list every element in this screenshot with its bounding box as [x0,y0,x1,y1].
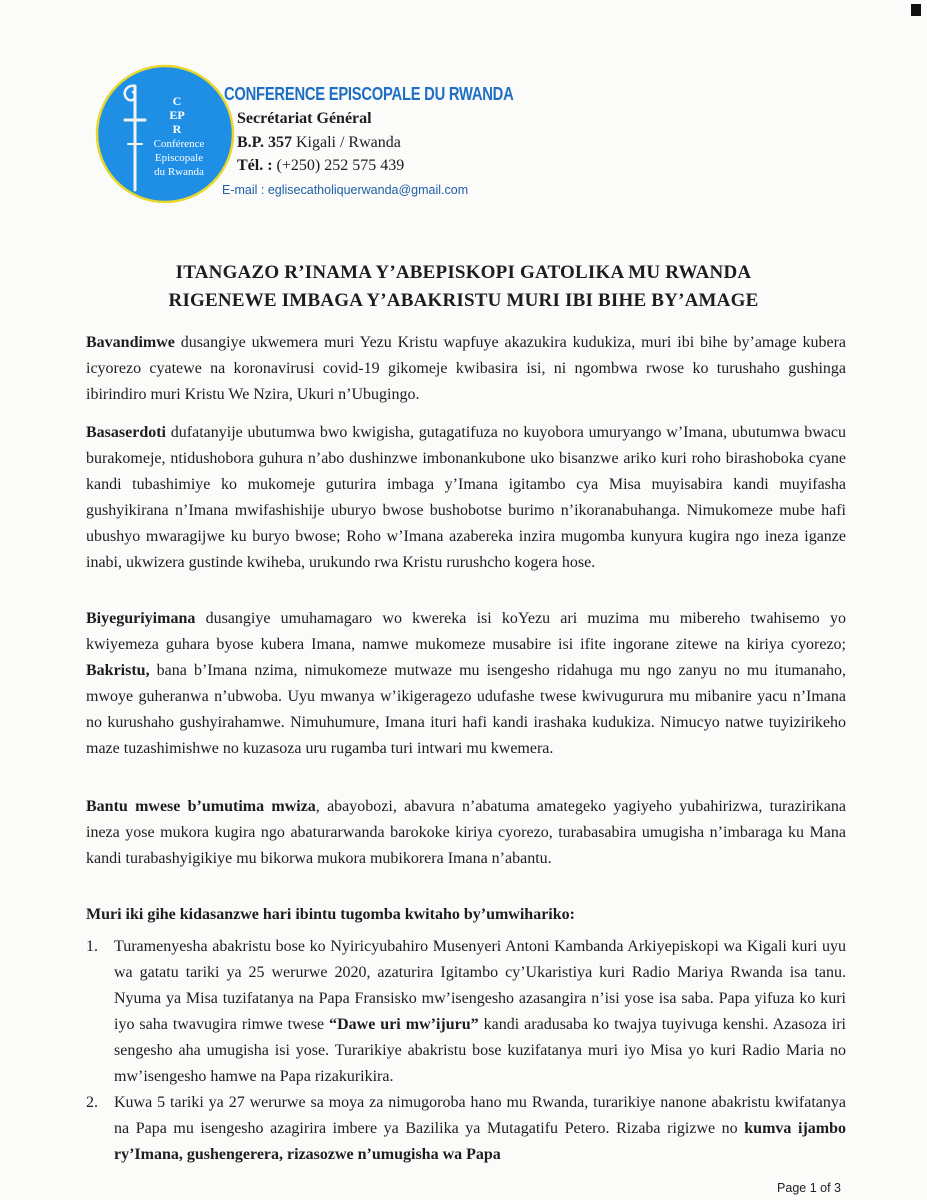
phone-line [237,157,404,175]
logo-letter-ep: EP [169,108,185,122]
paragraph-1-text: dusangiye ukwemera muri Yezu Kristu wapfuye akazukira kudukiza, muri ibi bihe by’amage kubera icyorezo cyatewe na koronavirusi covid-19 gikomeje kwibasira isi, ni ngombwa rwose ko turushaho gushinga ibirindiro muri Kristu We Nzira, Ukuri n’Ubugingo. [86,334,846,403]
paragraph-2 [86,420,846,576]
paragraph-3-lead: Biyeguriyimana [86,610,196,627]
document-title-line-1: ITANGAZO R’INAMA Y’ABEPISKOPI GATOLIKA MU RWANDA [175,262,752,283]
paragraph-3-bold: Bakristu, [86,662,150,679]
numbered-list [86,934,846,1168]
list-item-text-a: Kuwa 5 tariki ya 27 werurwe sa moya za nimugoroba hano mu Rwanda, turarikiye nanone abakristu kwifatanya na Papa mu isengesho azagirira imbere ya Bazilika ya Mutagatifu Petero. Rizaba rigizwe no [114,1094,846,1137]
logo-caption-line-2: Episcopale [154,152,204,164]
list-item [86,1090,846,1168]
phone-label: Tél. : [237,157,273,174]
paragraph-1 [86,330,846,408]
paragraph-3-text-a: dusangiye umuhamagaro wo kwereka isi koYezu ari muzima mu mibereho twahisemo yo kwiyemeza guhara byose kubera Imana, namwe mukomeze musabire isi ifite ingorane zitewe na kiriya cyorezo; [86,610,846,653]
logo-letter-c: C [172,94,182,108]
list-item-text-b: kandi aradusaba ko twajya tuyivuga kenshi. Azasoza iri sengesho aha umugisha isi yose. Turarikiye abakristu bose kuzifatanya muri iyo Misa yo kuri Radio Maria no mw’isengesho hamwe na Papa rizakurikira. [114,1016,847,1085]
scan-corner-mark [911,4,921,16]
secretariat: Secrétariat Général [237,110,372,127]
logo-letter-r: R [172,122,182,136]
logo-caption-line-1: Conférence [153,138,205,150]
org-name: CONFERENCE EPISCOPALE DU RWANDA [224,84,514,104]
document-title-line-2: RIGENEWE IMBAGA Y’ABAKRISTU MURI IBI BIHE BY’AMAGE [168,290,759,311]
paragraph-3 [86,606,846,762]
list-item-number: 2. [86,1094,98,1111]
paragraph-2-text: dufatanyije ubutumwa bwo kwigisha, gutagatifuza no kuyobora umuryango w’Imana, ubutumwa bwacu burakomeje, ntidushobora guhura n’abo dushinzwe imbonankubone uko bisanzwe ariko kuri roho birashoboka cyane kandi tubashimiye ko mukomeje guturira imbaga y’Imana igitambo cya Misa muyisabira kandi muyifasha gushyikirana n’Imana mwifashishije uburyo bwose bushobotse burimo n’ikoranabuhanga. Nimukomeze mube hafi ubushyo mwaragijwe ku buryo bwose; Roho w’Imana azabereka inzira mugomba kunyura kugira ngo ineza iganze inabi, ukwizera gustinde kwiheba, urukundo rwa Kristu rurushcho kogera hose. [86,424,846,571]
email-label: E-mail : [222,183,265,197]
paragraph-2-lead: Basaserdoti [86,424,166,441]
page-number: Page 1 of 3 [777,1181,841,1195]
po-box-line [237,134,401,152]
email-line [222,183,468,197]
paragraph-3-text-b: bana b’Imana nzima, nimukomeze mutwaze mu isengesho ridahuga mu ngo zanyu no mu itumanaho, mwoye guheranwa n’ubwoba. Uyu mwanya w’ikigeragezo udufashe twese kwivugurura mu mibanire yacu n’Imana no kurushaho gushyirahamwe. Nimuhumure, Imana ituri hafi kandi irashaka kudukiza. Nimucyo natwe tuyizirikeho maze tuzashimishwe no kuzasoza uru rugamba turi intwari mu kwemera. [86,662,846,757]
po-box-label: B.P. 357 [237,134,292,151]
list-item-text-a: Turamenyesha abakristu bose ko Nyiricyubahiro Musenyeri Antoni Kambanda Arkiyepiskopi wa Kigali kuri uyu wa gatatu tariki ya 25 werurwe 2020, azaturira Igitambo cy’Ukaristiya kuri Radio Mariya Rwanda isa tanu. Nyuma ya Misa tuzifatanya na Papa Fransisko mw’isengesho azasangira n’isi yose isa saba. Papa yifuza ko kuri iyo saha twavugira rimwe twese [114,938,846,1033]
list-item-number: 1. [86,938,98,955]
po-box-text: Kigali / Rwanda [291,134,401,151]
logo-caption-line-3: du Rwanda [154,166,204,178]
paragraph-4-text: , abayobozi, abavura n’abatuma amategeko yagiyeho yubahirizwa, turazirikana ineza yose mukora kugira ngo abaturarwanda barokoke kiriya cyorezo, turabasabira umugisha n’imbaraga ku Mana kandi turabashyigikiye mu bikorwa mukora mubikorera Imana n’abantu. [86,798,846,867]
paragraph-4-lead: Bantu mwese b’umutima mwiza [86,798,316,815]
phone-value: (+250) 252 575 439 [272,157,405,174]
cep-logo [95,64,235,204]
paragraph-1-lead: Bavandimwe [86,334,175,351]
section-subheading: Muri iki gihe kidasanzwe hari ibintu tugomba kwitaho by’umwihariko: [86,906,575,923]
list-item [86,934,846,1090]
email-address: eglisecatholiquerwanda@gmail.com [264,183,469,197]
secretariat-line [237,110,372,128]
list-item-bold: “Dawe uri mw’ijuru” [329,1016,479,1033]
list-item-bold: kumva ijambo ry’Imana, gushengerera, rizasozwe n’umugisha wa Papa [114,1120,846,1163]
paragraph-4 [86,794,846,872]
